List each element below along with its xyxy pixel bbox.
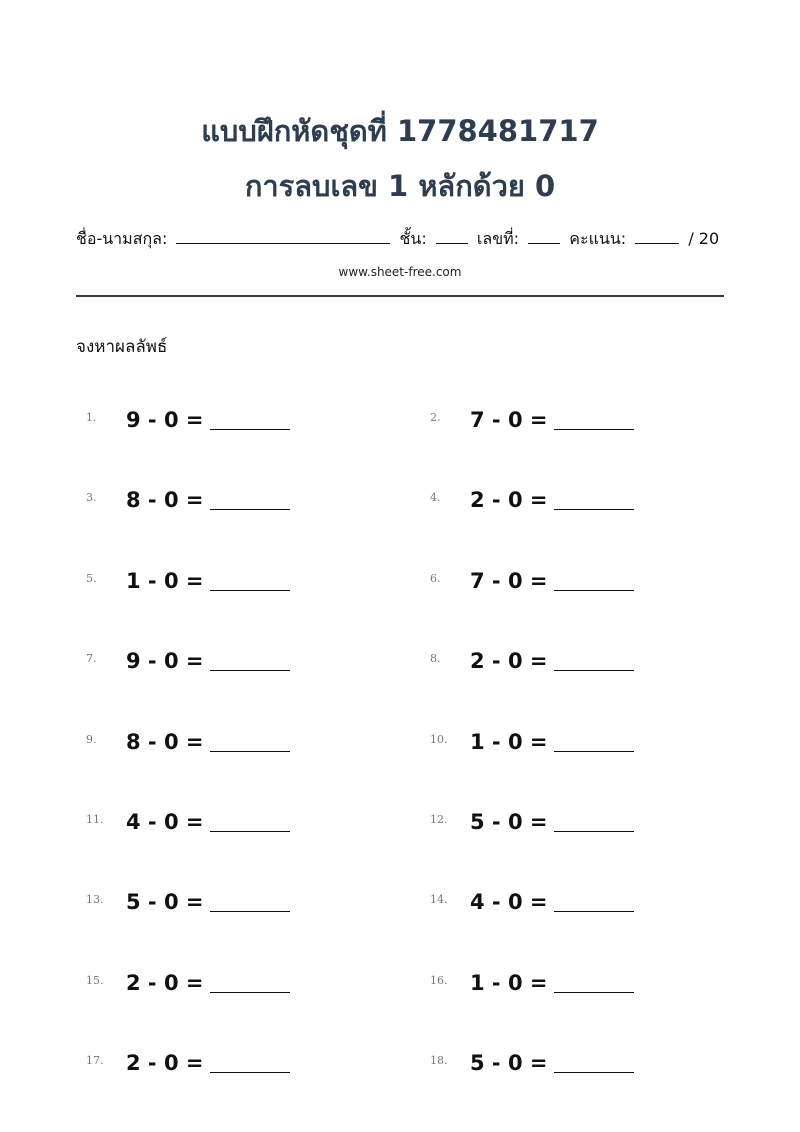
problem-expression: 5 - 0 =	[126, 890, 204, 915]
problem-expression: 4 - 0 =	[126, 810, 204, 834]
score-total: / 20	[688, 229, 720, 248]
answer-blank[interactable]	[554, 911, 634, 912]
answer-blank[interactable]	[554, 590, 634, 591]
problem-item	[430, 970, 650, 1000]
answer-blank[interactable]	[554, 1072, 634, 1073]
problem-number: 8.	[430, 652, 441, 666]
problem-item	[430, 568, 650, 598]
number-blank[interactable]	[528, 229, 560, 244]
website-url: www.sheet-free.com	[338, 265, 462, 279]
problem-item	[86, 648, 306, 678]
problem-item	[86, 970, 306, 1000]
problem-item	[430, 1050, 650, 1080]
problem-item	[430, 729, 650, 759]
problem-expression: 2 - 0 =	[470, 649, 548, 674]
problem-item	[86, 889, 306, 919]
answer-blank[interactable]	[554, 831, 634, 832]
problem-number: 17.	[86, 1054, 104, 1068]
score-blank[interactable]	[635, 229, 679, 244]
problem-number: 13.	[86, 893, 104, 907]
problem-number: 16.	[430, 973, 448, 987]
problem-item	[86, 809, 306, 839]
problem-number: 3.	[86, 491, 97, 505]
problem-item	[86, 1050, 306, 1080]
answer-blank[interactable]	[210, 831, 290, 832]
answer-blank[interactable]	[210, 590, 290, 591]
problem-expression: 7 - 0 =	[470, 568, 548, 593]
problem-expression: 1 - 0 =	[470, 970, 548, 995]
answer-blank[interactable]	[210, 429, 290, 430]
problem-number: 6.	[430, 571, 441, 585]
class-blank[interactable]	[436, 229, 468, 244]
problem-item	[86, 487, 306, 517]
problem-item	[86, 568, 306, 598]
number-label: เลขที่:	[476, 229, 520, 248]
answer-blank[interactable]	[210, 751, 290, 752]
problem-number: 15.	[86, 973, 104, 987]
problem-item	[86, 729, 306, 759]
problem-expression: 2 - 0 =	[126, 970, 204, 995]
worksheet-title: แบบฝึกหัดชุดที่ 1778481717	[201, 114, 599, 148]
score-label: คะแนน:	[569, 229, 627, 248]
problem-number: 4.	[430, 491, 441, 505]
answer-blank[interactable]	[554, 509, 634, 510]
problem-item	[430, 809, 650, 839]
problem-number: 11.	[86, 813, 104, 826]
instruction-text: จงหาผลลัพธ์	[76, 337, 168, 357]
answer-blank[interactable]	[210, 911, 290, 912]
answer-blank[interactable]	[210, 670, 290, 671]
answer-blank[interactable]	[210, 1072, 290, 1073]
problem-item	[430, 648, 650, 678]
problem-expression: 4 - 0 =	[470, 890, 548, 915]
answer-blank[interactable]	[210, 509, 290, 510]
problem-expression: 9 - 0 =	[126, 408, 204, 432]
problem-number: 14.	[430, 893, 448, 907]
name-label: ชื่อ-นามสกุล:	[76, 229, 168, 248]
answer-blank[interactable]	[554, 992, 634, 993]
problem-expression: 2 - 0 =	[470, 488, 548, 513]
name-blank[interactable]	[176, 229, 390, 244]
answer-blank[interactable]	[554, 670, 634, 671]
problem-number: 1.	[86, 411, 97, 424]
answer-blank[interactable]	[554, 429, 634, 430]
class-label: ชั้น:	[399, 229, 427, 248]
problem-item	[430, 487, 650, 517]
problem-item	[86, 407, 306, 437]
problem-expression: 5 - 0 =	[470, 810, 548, 834]
problem-expression: 5 - 0 =	[470, 1051, 548, 1076]
problem-number: 5.	[86, 571, 97, 585]
problem-expression: 7 - 0 =	[470, 408, 548, 432]
problem-number: 2.	[430, 411, 441, 424]
problem-expression: 2 - 0 =	[126, 1051, 204, 1076]
worksheet-subtitle: การลบเลข 1 หลักด้วย 0	[244, 169, 556, 203]
student-info-line	[76, 229, 722, 249]
problem-expression: 8 - 0 =	[126, 488, 204, 513]
problem-number: 12.	[430, 813, 448, 826]
problem-number: 10.	[430, 732, 448, 746]
problem-item	[430, 407, 650, 437]
answer-blank[interactable]	[554, 751, 634, 752]
problem-expression: 9 - 0 =	[126, 649, 204, 674]
problem-expression: 1 - 0 =	[126, 568, 204, 593]
problem-number: 7.	[86, 652, 97, 666]
header-divider	[76, 295, 724, 297]
problem-number: 9.	[86, 732, 97, 746]
problem-number: 18.	[430, 1054, 448, 1068]
problem-expression: 8 - 0 =	[126, 729, 204, 754]
problem-expression: 1 - 0 =	[470, 729, 548, 754]
problem-item	[430, 889, 650, 919]
answer-blank[interactable]	[210, 992, 290, 993]
